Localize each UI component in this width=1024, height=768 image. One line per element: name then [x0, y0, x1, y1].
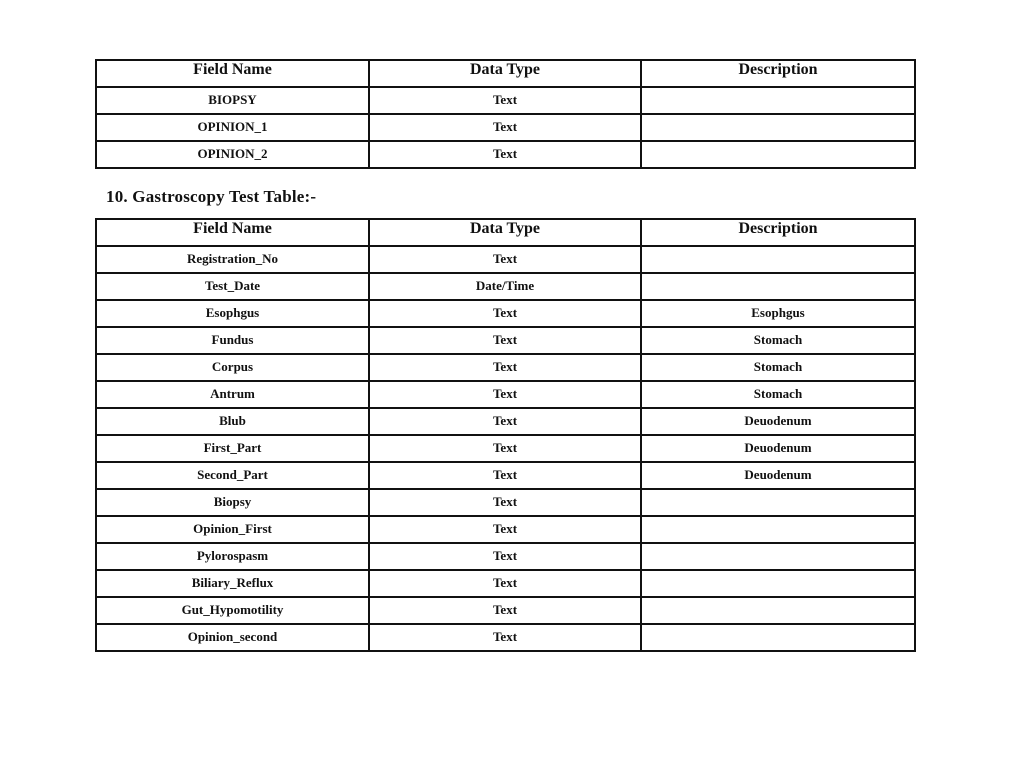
- field-name-cell: First_Part: [96, 435, 369, 462]
- column-header-field-name: Field Name: [96, 219, 369, 246]
- table-row: [96, 141, 915, 168]
- field-name-cell: Gut_Hypomotility: [96, 597, 369, 624]
- table-row: [96, 300, 915, 327]
- table-body: [96, 246, 915, 651]
- description-cell: [641, 114, 915, 141]
- table-row: [96, 624, 915, 651]
- field-name-cell: Esophgus: [96, 300, 369, 327]
- field-name-cell: OPINION_1: [96, 114, 369, 141]
- field-name-cell: Biliary_Reflux: [96, 570, 369, 597]
- field-name-cell: Pylorospasm: [96, 543, 369, 570]
- data-type-cell: Text: [369, 624, 641, 651]
- description-cell: [641, 246, 915, 273]
- table-row: [96, 597, 915, 624]
- column-header-field-name: Field Name: [96, 60, 369, 87]
- column-header-data-type: Data Type: [369, 219, 641, 246]
- table-body: [96, 87, 915, 168]
- data-type-cell: Text: [369, 354, 641, 381]
- section-heading: 10. Gastroscopy Test Table:-: [106, 187, 317, 206]
- table-row: [96, 327, 915, 354]
- field-name-cell: Blub: [96, 408, 369, 435]
- description-cell: [641, 516, 915, 543]
- table-row: [96, 462, 915, 489]
- column-header-data-type: Data Type: [369, 60, 641, 87]
- data-type-cell: Text: [369, 87, 641, 114]
- data-type-cell: Text: [369, 327, 641, 354]
- table-row: [96, 246, 915, 273]
- description-cell: Esophgus: [641, 300, 915, 327]
- field-name-cell: OPINION_2: [96, 141, 369, 168]
- description-cell: [641, 543, 915, 570]
- data-type-cell: Text: [369, 408, 641, 435]
- field-name-cell: BIOPSY: [96, 87, 369, 114]
- table-row: [96, 87, 915, 114]
- column-header-description: Description: [641, 219, 915, 246]
- table-row: [96, 570, 915, 597]
- data-type-cell: Text: [369, 435, 641, 462]
- field-name-cell: Opinion_First: [96, 516, 369, 543]
- table-row: [96, 273, 915, 300]
- field-name-cell: Antrum: [96, 381, 369, 408]
- description-cell: [641, 489, 915, 516]
- description-cell: Stomach: [641, 354, 915, 381]
- description-cell: [641, 570, 915, 597]
- table-row: [96, 354, 915, 381]
- data-type-cell: Text: [369, 141, 641, 168]
- field-name-cell: Corpus: [96, 354, 369, 381]
- field-name-cell: Biopsy: [96, 489, 369, 516]
- data-type-cell: Text: [369, 462, 641, 489]
- data-type-cell: Text: [369, 300, 641, 327]
- table-row: [96, 114, 915, 141]
- data-type-cell: Text: [369, 516, 641, 543]
- description-cell: [641, 141, 915, 168]
- description-cell: [641, 87, 915, 114]
- gastroscopy-test-table: [95, 218, 916, 652]
- table-row: [96, 543, 915, 570]
- description-cell: Stomach: [641, 381, 915, 408]
- field-name-cell: Test_Date: [96, 273, 369, 300]
- description-cell: Deuodenum: [641, 408, 915, 435]
- data-type-cell: Text: [369, 570, 641, 597]
- biopsy-fields-table: [95, 59, 916, 169]
- data-type-cell: Text: [369, 381, 641, 408]
- description-cell: Stomach: [641, 327, 915, 354]
- field-name-cell: Fundus: [96, 327, 369, 354]
- data-type-cell: Date/Time: [369, 273, 641, 300]
- table-row: [96, 435, 915, 462]
- table-row: [96, 381, 915, 408]
- table-row: [96, 489, 915, 516]
- data-type-cell: Text: [369, 114, 641, 141]
- table-row: [96, 408, 915, 435]
- description-cell: [641, 624, 915, 651]
- data-type-cell: Text: [369, 489, 641, 516]
- description-cell: Deuodenum: [641, 435, 915, 462]
- table-header-row: [96, 219, 915, 246]
- table-row: [96, 516, 915, 543]
- table-header-row: [96, 60, 915, 87]
- data-type-cell: Text: [369, 543, 641, 570]
- field-name-cell: Registration_No: [96, 246, 369, 273]
- description-cell: Deuodenum: [641, 462, 915, 489]
- column-header-description: Description: [641, 60, 915, 87]
- data-type-cell: Text: [369, 246, 641, 273]
- description-cell: [641, 273, 915, 300]
- field-name-cell: Opinion_second: [96, 624, 369, 651]
- description-cell: [641, 597, 915, 624]
- data-type-cell: Text: [369, 597, 641, 624]
- field-name-cell: Second_Part: [96, 462, 369, 489]
